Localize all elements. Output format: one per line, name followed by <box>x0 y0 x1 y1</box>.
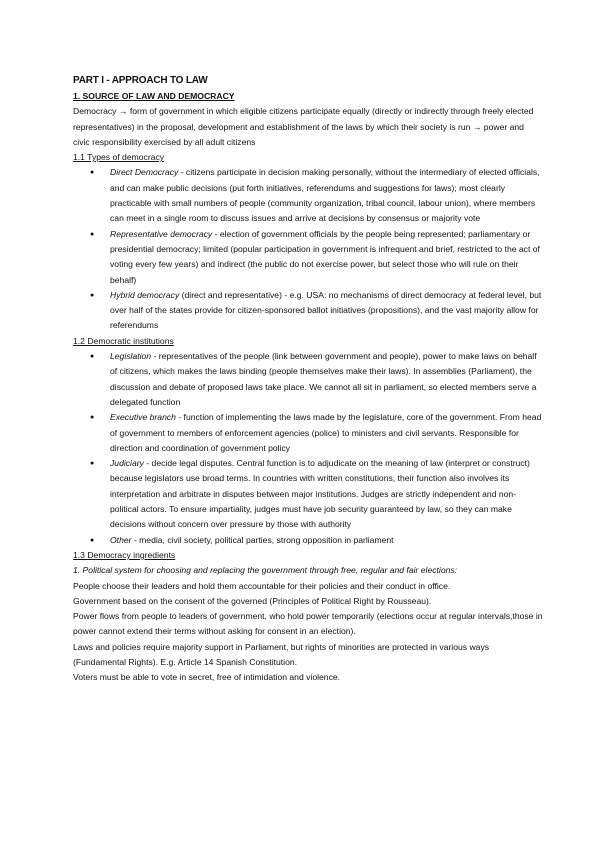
list-item <box>73 165 543 226</box>
paragraph: Government based on the consent of the governed (Principles of Political Right by Rousseau). <box>73 595 432 606</box>
section-intro: Democracy → form of government in which eligible citizens participate equally (directly or indirectly through freely elected representatives) in the proposal, development and establishment of the laws by which their society is run → power and civic responsibility exercised by all adult citizens <box>73 106 534 147</box>
paragraph: Laws and policies require majority support in Parliament, but rights of minorities are protected in various ways (Fundamental Rights). E.g. Article 14 Spanish Constitution. <box>73 641 490 667</box>
term: Other <box>110 534 132 545</box>
definition: - function of implementing the laws made by the legislature, core of the government. From head of government to members of enforcement agencies (police) to ministers and civil servants. Responsible for direction and coordination of government policy <box>110 412 542 453</box>
bullet-icon: ● <box>90 536 95 544</box>
term: Representative democracy <box>110 228 213 239</box>
definition: - election of government officials by the people being represented; parliamentary or presidential democracy; limited (popular participation in government is infrequent and brief, restricted to the act of voting every few years) and indirect (the public do not exercise power, but select those who will rule on their behalf) <box>110 228 540 285</box>
paragraph: Voters must be able to vote in secret, free of intimidation and violence. <box>73 672 341 683</box>
term: Judiciary <box>110 458 144 469</box>
term: Hybrid democracy <box>110 289 180 300</box>
types-list <box>73 165 543 333</box>
bullet-icon: ● <box>90 460 95 468</box>
definition: - media, civil society, political parties, strong opposition in parliament <box>131 534 394 545</box>
definition: (direct and representative) - e.g. USA: no mechanisms of direct democracy at federal level, but over half of the states provide for citizen-sponsored ballot initiatives (propositions), and the vast majority allow for referendums <box>110 289 542 331</box>
list-item <box>73 349 543 410</box>
bullet-icon: ● <box>90 169 95 177</box>
term: Executive branch <box>110 412 176 423</box>
section-title: 1. SOURCE OF LAW AND DEMOCRACY <box>73 91 235 101</box>
definition: - decide legal disputes. Central function is to adjudicate on the meaning of law (interpret or construct) because legislators use broad terms. In countries with written constitutions, their function also involves its interpretation and arbitrate in disputes between major institutions. Judges are strictly independent and non-political actors. To ensure impartiality, judges must have job security guaranteed by law, so they can make decisions without concern over pressure by those with authority <box>110 458 530 530</box>
definition: - citizens participate in decision making personally, without the intermediary of elected officials, and can make public decisions (put forth initiatives, referendums and suggestions for laws); most clearly practicable with small numbers of people (community organization, tribal council, labour union), where members can meet in a single room to discuss issues and arrive at decisions by consensus or majority vote <box>110 167 540 224</box>
bullet-icon: ● <box>90 414 95 422</box>
bullet-icon: ● <box>90 230 95 238</box>
paragraph: People choose their leaders and hold them accountable for their policies and their conduct in office. <box>73 580 451 591</box>
term: Direct Democracy <box>110 167 179 178</box>
list-item <box>73 227 543 288</box>
definition: - representatives of the people (link between government and people), power to make laws on behalf of citizens, which makes the laws binding (people themselves make their laws). In assemblies (Parliament), the discussion and debate of proposed laws take place. We cannot all sit in parliament, so elected members serve a delegated function <box>110 351 537 407</box>
bullet-icon: ● <box>90 291 95 299</box>
bullet-icon: ● <box>90 353 95 361</box>
part-title: PART I - APPROACH TO LAW <box>73 75 208 86</box>
term: Legislation <box>110 351 152 362</box>
list-item <box>73 410 543 456</box>
ingredient-heading: 1. Political system for choosing and replacing the government through free, regular and fair elections: <box>73 565 458 576</box>
subsection-title-types: 1.1 Types of democracy <box>73 152 165 163</box>
paragraph: Power flows from people to leaders of government, who hold power temporarily (elections occur at regular intervals,those in power cannot extend their terms without asking for consent in an election). <box>73 611 543 637</box>
institutions-list <box>73 349 543 548</box>
subsection-title-institutions: 1.2 Democratic institutions <box>73 335 174 346</box>
subsection-title-ingredients: 1.3 Democracy ingredients <box>73 549 176 560</box>
list-item <box>73 456 543 532</box>
document-page <box>73 74 543 686</box>
list-item <box>73 533 543 548</box>
list-item <box>73 288 543 334</box>
